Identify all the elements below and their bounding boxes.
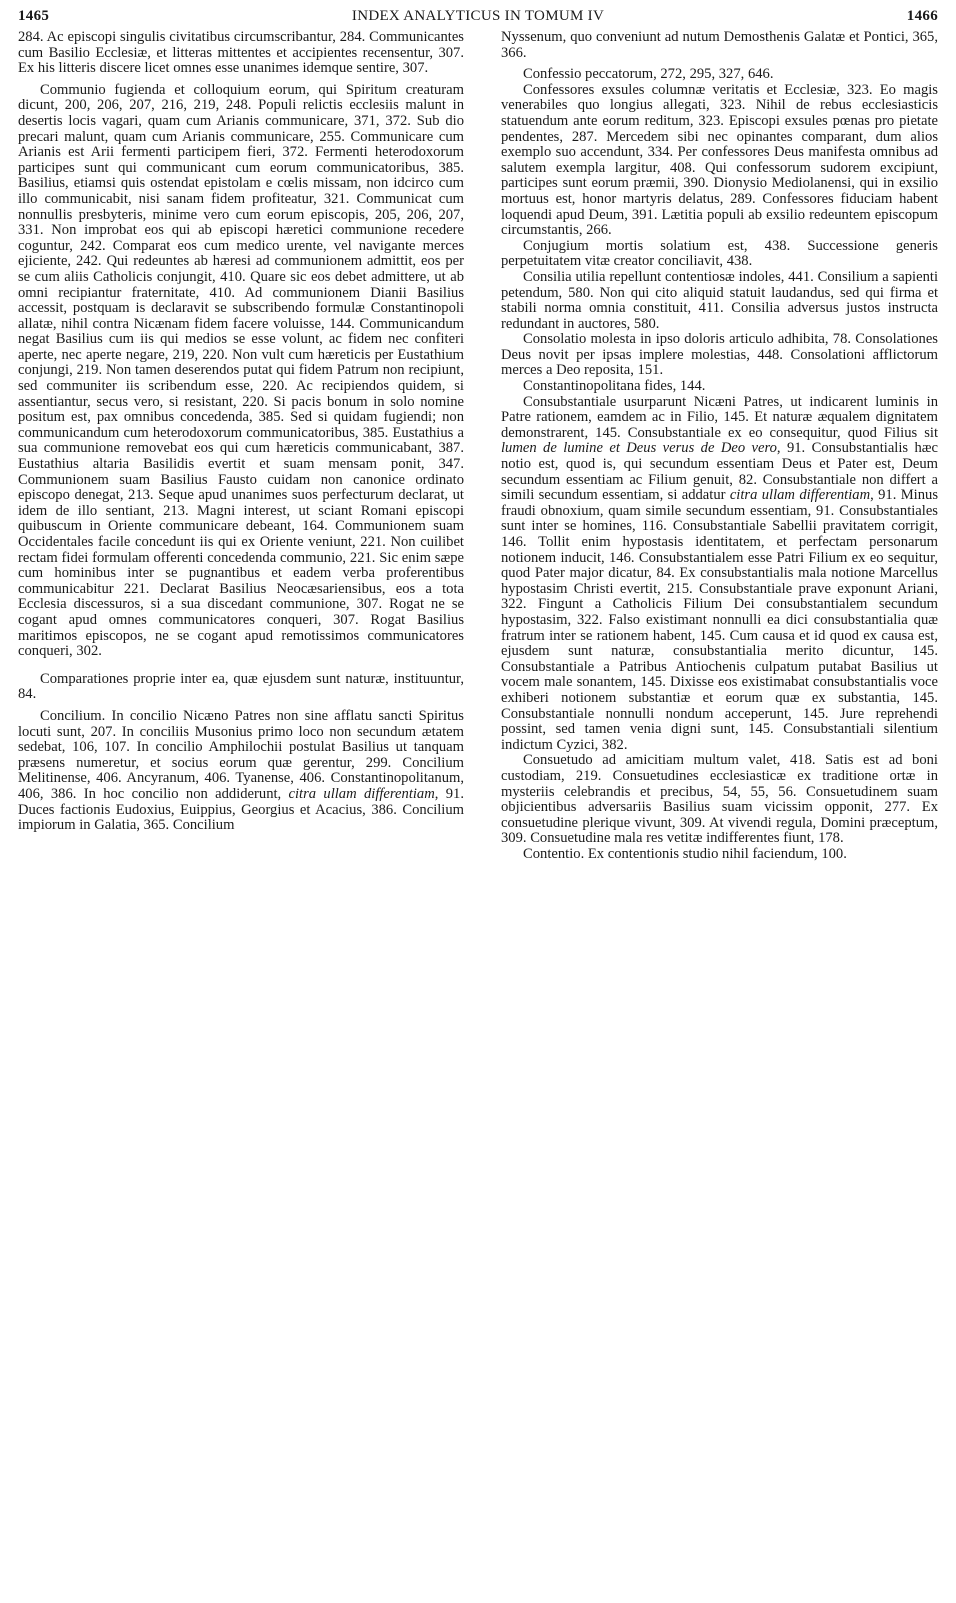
running-header [18,8,938,30]
entry-confessio: Confessio peccatorum, 272, 295, 327, 646. [523,66,774,83]
entry-comparationes: Comparationes proprie inter ea, quæ ejusdem sunt naturæ, instituuntur, 84. [18,670,464,703]
entry-consuetudo: Consuetudo ad amicitiam multum valet, 418. Satis est ad boni custodiam, 219. Consuetudines ecclesiasticæ ex traditione ortæ in mysteriis celebrandis et precibus, 54, 55, 56. Consuetudinem suam objicientibus adversariis Basilius suam vicissim opponit, 277. Ex consuetudine plerique vivunt, 309. At vivendi regula, Domini præceptum, 309. Consuetudine mala res vetitæ indifferentes fiunt, 178. [501,752,938,847]
left-column [18,30,464,1595]
page-number-left: 1465 [18,8,50,24]
running-title: INDEX ANALYTICUS IN TOMUM IV [351,8,605,24]
entry-communio: Communio fugienda et colloquium eorum, qui Spiritum creaturam dicunt, 200, 206, 207, 216, 219, 248. Populi relictis ecclesiis malunt in desertis locis vagari, quam cum Arianis communicare, 371, 372. Sub dio precari malunt, quam cum Arianis communicare, 255. Communicare cum Arianis est Arii fermenti participem fieri, 372. Fermenti heterodoxorum participes sunt qui communicant cum eorum communicatoribus, 385. Basilius, etiamsi quis ostendat epistolam e cœlis missam, non idcirco cum illo communicabit, nisi sanam fidem profiteatur, 321. Communicat cum nonnullis presbyteris, minime vero cum eorum episcopis, 205, 206, 207, 331. Non improbat eos qui ab episcopi hæretici communione recedere coguntur, 242. Comparat eos cum medico urente, vel navigante merces ejiciente, 242. Qui redeuntes ab hæresi ad communionem admittit, eos per se cum aliis Catholicis conjungit, 410. Quare sic eos debet admittere, ut ab omni recipiantur fraternitate, 410. Ad communionem Dianii Basilius accessit, postquam is declaravit se subscribendo formulæ Constantinopoli allatæ, nihil contra Nicænam fidem facere voluisse, 144. Communicandum negat Basilius cum iis qui medios se esse volunt, ac fidem nec confiteri aperte, nec aperte negare, 219, 220. Non vult cum hæreticis per Eustathium conjungi, 219. Non tamen deserendos putat qui fidem Patrum non recipiunt, sed communiter iis scribendum esse, 220. Ac recipiendos quidem, si assentiantur, secus vero, si resistant, 220. Si pacis bonum in solo nomine positum est, pax omnibus concedenda, 385. Sed si quidam fugiendi; non communicandum cum heterodoxorum communicatoribus, 385. Eustathius a sua communione removebat eos qui cum hæreticis communicabant, 387. Eustathius altaria Basilidis evertit et suam mensam ponit, 347. Communionem suam Basilius Fausto cuidam non canonice ordinato episcopo denegat, 213. Seque apud unanimes suos perfecturum declarat, ut idem de illo sentiant, 213. Magni interest, ut sciant Romani episcopi quibuscum in Oriente communicare debeant, 164. Communionem suam Occidentales facile concedunt iis qui ex Oriente veniunt, 221. Non cuilibet rectam fidei formulam offerenti concedenda communio, 221. Sic enim sæpe cum hominibus inter se pugnantibus et eadem verba proferentibus communicabitur 221. Declarat Basilius Neocæsariensibus, eos a tota Ecclesia discessuros, si a sua discedant communione, 307. Rogat ne se cogant apud omnes communicatores conqueri, 307. Rogat Basilius maritimos episcopos, ne se cogant apud remotissimos communicatores conqueri, 302. [18,81,464,660]
entry-consubstantiale [501,395,938,754]
entry-constantinopolitana: Constantinopolitana fides, 144. [523,378,706,395]
entry-conjugium: Conjugium mortis solatium est, 438. Successione generis perpetuitatem vitæ creator conciliavit, 438. [501,237,938,270]
consubstantiale-italic-phrase-1: lumen de lumine et Deus verus de Deo vero [501,440,777,457]
entry-consilia: Consilia utilia repellunt contentiosæ indoles, 441. Consilium a sapienti petendum, 580. Non qui cito aliquid statuit laudandus, sed qui firma et stabili norma omnia constituit, 411. Consilia adversus justos instructa redundant in auctores, 580. [501,268,938,332]
entry-concilium [18,709,464,834]
right-column [501,30,938,1595]
entry-episcopi-continued: 284. Ac episcopi singulis civitatibus circumscribantur, 284. Communicantes cum Basilio Ecclesiæ, et litteras mittentes et accipientes recensentur, 307. Ex his litteris discere licet omnes esse unanimes idemque sentire, 307. [18,30,464,77]
consubstantiale-text-a: Consubstantiale usurparunt Nicæni Patres, ut indicarent luminis in Patre rationem, eamdem ac in Filio, 145. Et naturæ æqualem dignitatem demonstrarent, 145. Consubstantiale ex eo consequitur, quod Filius sit [501,393,938,441]
concilium-text-a: Concilium. In concilio Nicæno Patres non sine afflatu sancti Spiritus locuti sunt, 207. In conciliis Musonius primo loco non secundum ætatem sedebat, 106, 107. In concilio Amphilochii postulat Basilius ut tanquam præsens numeretur, et socius eorum quæ gerentur, 299. Concilium Melitinense, 406. Ancyranum, 406. Tyanense, 406. Constantinopolitanum, 406, 386. In hoc concilio non addiderunt, [18,707,464,802]
two-column-text [18,30,938,1595]
concilium-italic-phrase: citra ullam differentiam [288,785,435,802]
consubstantiale-text-c: , 91. Minus fraudi obnoxium, quam simile secundum essentiam, 91. Consubstantiales sunt inter se homines, 116. Consubstantiale Sabellii pravitatem corrigit, 146. Tollit enim hypostasis identitatem, et perfectam personarum notionem inducit, 146. Consubstantialem esse Patri Filium ex eo sequitur, quod Pater major dicatur, 84. Ex consubstantialis mala notione Marcellus hypostasim Christi evertit, 215. Consubstantiale prave exponunt Ariani, 322. Fingunt a Catholicis Filium Dei consubstantialem secundum hypostasim, 322. Falso existimant nonnulli ea dici consubstantialia quæ fratrum inter se rationem habent, 145. Cum causa et id quod ex causa est, ejusdem sunt naturæ, consubstantialia merito dicuntur, 145. Consubstantiale a Patribus Antiochenis culpatum putabat Basilius ut vocem male sonantem, 145. Dixisse eos existimabat consubstantialis voce exhiberi notionem substantiæ et eorum quæ ex substantia, 145. Consubstantiale nonnulli nondum acceperunt, 145. Jure reprehendi possint, sed tamen venia digni sunt, 145. Consubstantiali silentium indictum Cyzici, 382. [501,487,938,753]
page-number-right: 1466 [906,8,938,24]
concilium-text-b: , 91. Duces factionis Eudoxius, Euippius, Georgius et Acacius, 386. Concilium impiorum in Galatia, 365. Concilium [18,785,464,834]
entry-consolatio: Consolatio molesta in ipso doloris articulo adhibita, 78. Consolationes Deus novit per ipsas implere molestias, 448. Consolationi afflictorum merces a Deo reposita, 151. [501,331,938,379]
entry-confessores: Confessores exsules columnæ veritatis et Ecclesiæ, 323. Eo magis venerabiles quo longius allegati, 323. Nihil de rebus ecclesiasticis statuendum ante eorum reditum, 323. Episcopi exsules pœnas pro pietate pendentes, 287. Mercedem sibi nec opinantes comparant, dum alios exemplo suo accendunt, 334. Per confessores Deus manifesta omnibus ad salutem exempla largitur, 408. Qui confessorum sudorem excipiunt, participes sunt eorum præmii, 390. Dionysio Mediolanensi, qui in exsilio mortuus est, honor martyris delatus, 289. Confessores fiduciam habent loquendi apud Deum, 391. Lætitia populi ab exsilio redeuntem episcopum circumstantis, 266. [501,81,938,239]
entry-contentio: Contentio. Ex contentionis studio nihil faciendum, 100. [523,845,847,862]
consubstantiale-text-b: , 91. Consubstantialis hæc notio est, quod is, qui secundum essentiam Deus et Pater est, Deum secundum essentiam ac Filium genuit, 82. Consubstantiale non differt a simili secundum essentiam, si addatur [501,440,938,504]
entry-nyssenum-continued: Nyssenum, quo conveniunt ad nutum Demosthenis Galatæ et Pontici, 365, 366. [501,30,938,61]
consubstantiale-italic-phrase-2: citra ullam differentiam [729,487,871,504]
